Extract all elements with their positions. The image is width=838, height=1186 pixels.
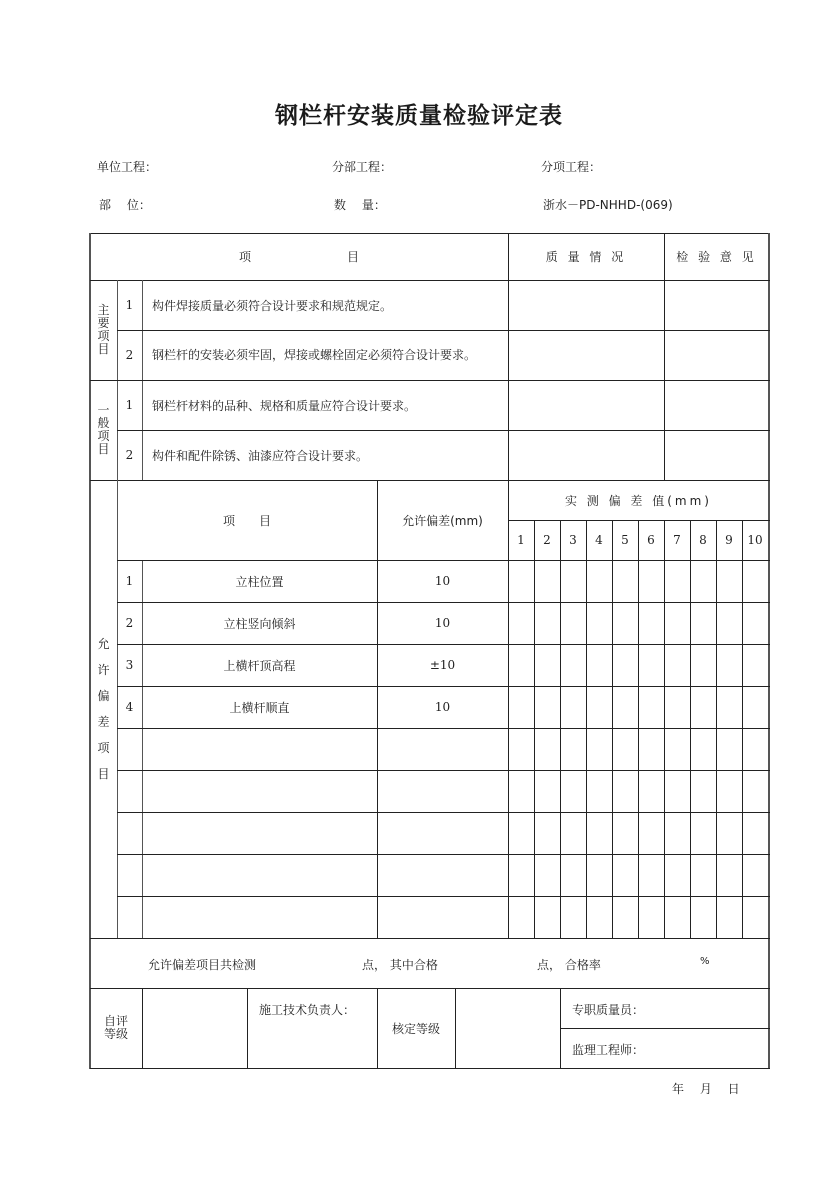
measured-value-cell[interactable] (586, 896, 612, 938)
measured-value-cell[interactable] (508, 560, 534, 602)
deviation-row-allowed: ±10 (429, 658, 456, 672)
unit-project-label: 单位工程： (97, 160, 158, 174)
deviation-row-allowed (377, 896, 508, 938)
tech-lead-label: 施工技术负责人： (259, 1003, 356, 1017)
measure-column-header: 4 (595, 533, 603, 547)
deviation-item-header: 项 目 (222, 513, 271, 528)
quantity-label: 数 量： (334, 198, 386, 212)
summary-points-label: 点， 其中合格 (362, 958, 438, 972)
measured-value-cell[interactable] (586, 644, 612, 686)
deviation-row-allowed: 10 (434, 700, 451, 714)
summary-passed-label: 点， 合格率 (537, 958, 601, 972)
measured-value-cell[interactable] (508, 812, 534, 854)
deviation-group-label (90, 480, 117, 938)
location-label: 部 位： (99, 198, 151, 212)
measured-value-cell[interactable] (508, 602, 534, 644)
main-item-text: 构件焊接质量必须符合设计要求和规范规定。 (152, 298, 393, 313)
measured-value-cell[interactable] (690, 644, 716, 686)
divider (247, 988, 248, 1068)
deviation-row-allowed (377, 770, 508, 812)
deviation-row-item (142, 812, 377, 854)
vertical-label-char: 项 (97, 429, 110, 443)
verified-grade-value-cell[interactable] (455, 988, 560, 1068)
measured-value-cell[interactable] (612, 896, 638, 938)
vertical-label-char: 目 (97, 342, 110, 356)
summary-checked-label: 允许偏差项目共检测 (148, 958, 257, 972)
measured-value-cell[interactable] (690, 686, 716, 728)
measured-value-cell[interactable] (690, 896, 716, 938)
measured-value-cell[interactable] (690, 812, 716, 854)
measured-value-cell[interactable] (716, 644, 742, 686)
measured-value-cell[interactable] (716, 728, 742, 770)
deviation-row-item (142, 854, 377, 896)
measured-value-cell[interactable] (716, 812, 742, 854)
document-code: 浙水－PD-NHHD-(069) (543, 198, 673, 212)
subitem-project-label: 分项工程： (541, 160, 602, 174)
deviation-row-no: 1 (125, 574, 134, 588)
measured-deviation-header: 实 测 偏 差 值(mm) (564, 493, 712, 508)
measured-value-cell[interactable] (612, 728, 638, 770)
measured-value-cell[interactable] (560, 644, 586, 686)
deviation-row-no (117, 812, 142, 854)
general-item-text: 构件和配件除锈、油漆应符合设计要求。 (152, 448, 369, 463)
verified-grade-label: 核定等级 (391, 1021, 440, 1036)
measured-value-cell[interactable] (534, 770, 560, 812)
measured-value-cell[interactable] (508, 854, 534, 896)
measured-value-cell[interactable] (664, 854, 690, 896)
measure-column-header: 6 (647, 533, 655, 547)
measured-value-cell[interactable] (664, 686, 690, 728)
general-item-no: 1 (125, 398, 134, 412)
measured-value-cell[interactable] (508, 728, 534, 770)
measure-column-header: 2 (543, 533, 551, 547)
measured-value-cell[interactable] (586, 728, 612, 770)
deviation-row-allowed (377, 854, 508, 896)
measure-column-header: 9 (725, 533, 733, 547)
header-item: 项 目 (238, 250, 359, 264)
measured-value-cell[interactable] (560, 602, 586, 644)
measure-column-header: 7 (673, 533, 681, 547)
measure-column-header: 3 (569, 533, 577, 547)
self-grade-label: 自评等级 (103, 1014, 128, 1041)
measured-value-cell[interactable] (612, 560, 638, 602)
main-item-opinion-cell[interactable] (664, 330, 769, 380)
measured-value-cell[interactable] (638, 644, 664, 686)
measured-value-cell[interactable] (742, 812, 768, 854)
header-inspection-opinion: 检 验 意 见 (676, 250, 757, 264)
measured-value-cell[interactable] (638, 770, 664, 812)
deviation-row-item: 上横杆顶高程 (223, 658, 296, 673)
vertical-label-char: 允 (97, 637, 110, 651)
deviation-row-item: 立柱竖向倾斜 (223, 616, 296, 631)
measured-value-cell[interactable] (612, 644, 638, 686)
measured-value-cell[interactable] (560, 728, 586, 770)
measured-value-cell[interactable] (586, 854, 612, 896)
measured-value-cell[interactable] (664, 602, 690, 644)
deviation-row-allowed (377, 812, 508, 854)
measured-value-cell[interactable] (690, 770, 716, 812)
measure-column-header: 10 (747, 533, 763, 547)
measured-value-cell[interactable] (690, 854, 716, 896)
measured-value-cell[interactable] (716, 854, 742, 896)
table-border-bottom (90, 1068, 770, 1069)
measured-value-cell[interactable] (586, 770, 612, 812)
measured-value-cell[interactable] (508, 770, 534, 812)
main-items-group-label (90, 280, 117, 380)
divider (90, 938, 770, 939)
deviation-row-item: 上横杆顺直 (229, 700, 290, 715)
measured-value-cell[interactable] (664, 560, 690, 602)
summary-percent: % (700, 956, 710, 967)
measured-value-cell[interactable] (508, 686, 534, 728)
general-item-opinion-cell[interactable] (664, 380, 769, 430)
general-item-opinion-cell[interactable] (664, 430, 769, 480)
general-item-quality-cell[interactable] (508, 380, 664, 430)
measured-value-cell[interactable] (560, 560, 586, 602)
vertical-label-char: 项 (97, 329, 110, 343)
general-item-quality-cell[interactable] (508, 430, 664, 480)
measured-value-cell[interactable] (560, 896, 586, 938)
supervisor-label: 监理工程师： (572, 1043, 645, 1057)
measured-value-cell[interactable] (534, 602, 560, 644)
measured-value-cell[interactable] (508, 644, 534, 686)
main-item-quality-cell[interactable] (508, 280, 664, 330)
measured-value-cell[interactable] (742, 644, 768, 686)
main-item-text: 钢栏杆的安装必须牢固，焊接或螺栓固定必须符合设计要求。 (152, 347, 477, 362)
measured-value-cell[interactable] (638, 560, 664, 602)
vertical-label-char: 要 (97, 316, 110, 330)
measured-value-cell[interactable] (664, 770, 690, 812)
measured-value-cell[interactable] (560, 770, 586, 812)
measure-column-header: 1 (517, 533, 525, 547)
deviation-row-allowed: 10 (434, 616, 451, 630)
measured-value-cell[interactable] (716, 770, 742, 812)
measured-value-cell[interactable] (638, 686, 664, 728)
measured-value-cell[interactable] (742, 560, 768, 602)
date-label: 年 月 日 (672, 1082, 740, 1096)
main-item-no: 2 (125, 348, 134, 362)
measured-value-cell[interactable] (534, 560, 560, 602)
measure-column-header: 5 (621, 533, 629, 547)
general-item-no: 2 (125, 448, 134, 462)
measured-value-cell[interactable] (612, 602, 638, 644)
measured-value-cell[interactable] (534, 854, 560, 896)
measured-value-cell[interactable] (586, 602, 612, 644)
measured-value-cell[interactable] (742, 896, 768, 938)
measured-value-cell[interactable] (664, 644, 690, 686)
measured-value-cell[interactable] (638, 896, 664, 938)
measured-value-cell[interactable] (508, 896, 534, 938)
general-item-text: 钢栏杆材料的品种、规格和质量应符合设计要求。 (152, 398, 417, 413)
vertical-label-char: 项 (97, 741, 110, 755)
deviation-row-no (117, 770, 142, 812)
measured-value-cell[interactable] (664, 812, 690, 854)
measured-value-cell[interactable] (638, 602, 664, 644)
main-item-quality-cell[interactable] (508, 330, 664, 380)
measured-value-cell[interactable] (560, 812, 586, 854)
measure-column-header: 8 (699, 533, 707, 547)
quality-officer-label: 专职质量员： (572, 1003, 645, 1017)
measured-value-cell[interactable] (742, 728, 768, 770)
deviation-row-allowed: 10 (434, 574, 451, 588)
deviation-row-no (117, 896, 142, 938)
measured-value-cell[interactable] (742, 686, 768, 728)
measured-value-cell[interactable] (690, 602, 716, 644)
measured-value-cell[interactable] (716, 896, 742, 938)
measured-value-cell[interactable] (586, 686, 612, 728)
measured-value-cell[interactable] (638, 812, 664, 854)
measured-value-cell[interactable] (716, 686, 742, 728)
deviation-row-allowed (377, 728, 508, 770)
vertical-label-char: 般 (97, 416, 110, 430)
deviation-row-item: 立柱位置 (235, 574, 284, 589)
deviation-row-no: 3 (125, 658, 134, 672)
header-quality-status: 质 量 情 况 (545, 250, 627, 264)
measured-value-cell[interactable] (690, 728, 716, 770)
vertical-label-char: 一 (97, 403, 110, 417)
measured-value-cell[interactable] (586, 560, 612, 602)
measured-value-cell[interactable] (638, 728, 664, 770)
measured-value-cell[interactable] (534, 644, 560, 686)
measured-value-cell[interactable] (664, 896, 690, 938)
vertical-label-char: 差 (97, 715, 110, 729)
measured-value-cell[interactable] (560, 854, 586, 896)
division-project-label: 分部工程： (332, 160, 393, 174)
deviation-row-item (142, 728, 377, 770)
measured-value-cell[interactable] (690, 560, 716, 602)
main-item-opinion-cell[interactable] (664, 280, 769, 330)
deviation-row-no: 4 (125, 700, 134, 714)
measured-value-cell[interactable] (534, 686, 560, 728)
measured-value-cell[interactable] (612, 812, 638, 854)
vertical-label-char: 目 (97, 442, 110, 456)
measured-value-cell[interactable] (716, 560, 742, 602)
page-title: 钢栏杆安装质量检验评定表 (275, 103, 563, 129)
deviation-row-item (142, 896, 377, 938)
vertical-label-char: 目 (97, 767, 110, 781)
measured-value-cell[interactable] (742, 602, 768, 644)
measured-value-cell[interactable] (664, 728, 690, 770)
vertical-label-char: 主 (97, 303, 110, 317)
allowed-deviation-header: 允许偏差(mm) (402, 513, 483, 528)
deviation-row-item (142, 770, 377, 812)
main-item-no: 1 (125, 298, 134, 312)
vertical-label-char: 许 (97, 663, 110, 677)
measured-value-cell[interactable] (612, 770, 638, 812)
measured-value-cell[interactable] (638, 854, 664, 896)
general-items-group-label (90, 380, 117, 480)
measured-value-cell[interactable] (742, 770, 768, 812)
measured-value-cell[interactable] (716, 602, 742, 644)
measured-value-cell[interactable] (742, 854, 768, 896)
measured-value-cell[interactable] (612, 686, 638, 728)
deviation-row-no: 2 (125, 616, 134, 630)
measured-value-cell[interactable] (586, 812, 612, 854)
measured-value-cell[interactable] (612, 854, 638, 896)
measured-value-cell[interactable] (534, 728, 560, 770)
deviation-row-no (117, 854, 142, 896)
measured-value-cell[interactable] (560, 686, 586, 728)
divider (560, 1028, 770, 1029)
self-grade-value-cell[interactable] (142, 988, 247, 1068)
deviation-row-no (117, 728, 142, 770)
measured-value-cell[interactable] (534, 812, 560, 854)
vertical-label-char: 偏 (97, 689, 110, 703)
measured-value-cell[interactable] (534, 896, 560, 938)
